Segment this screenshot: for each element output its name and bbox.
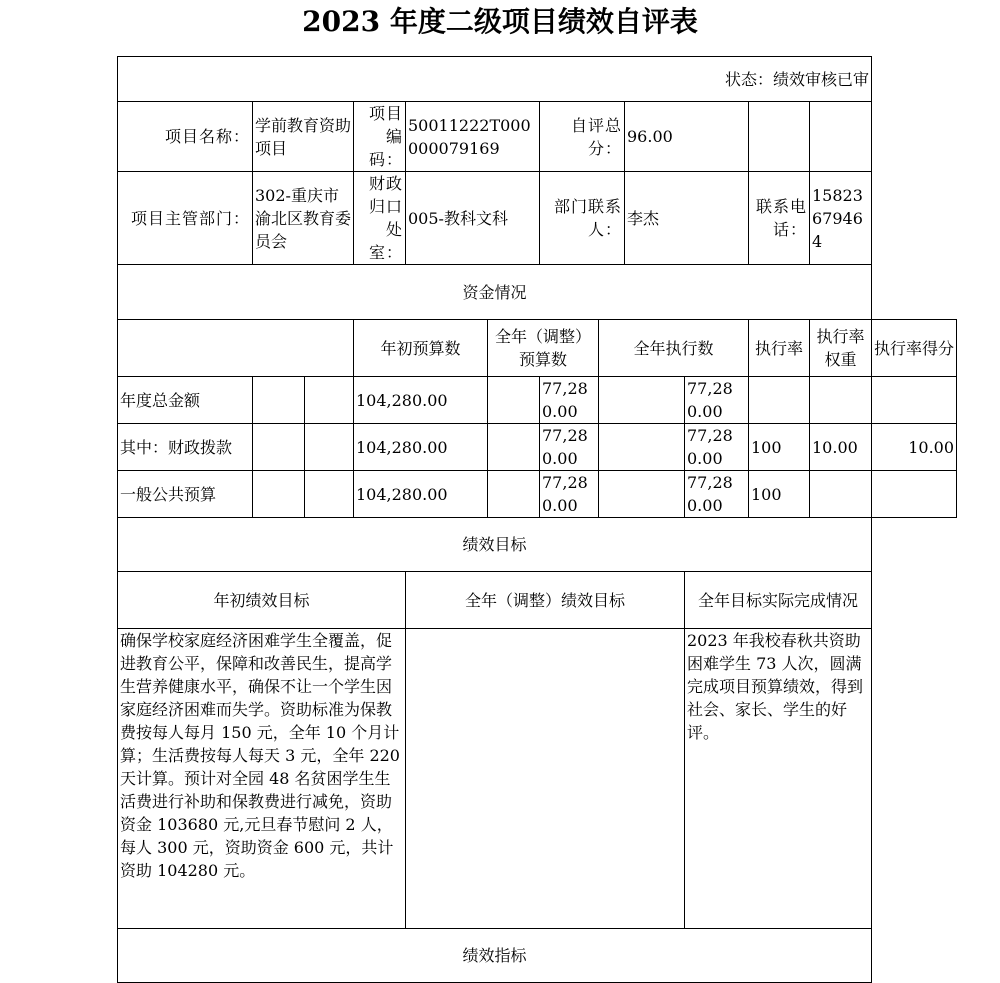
contact-label: 部门联系人： <box>540 172 625 265</box>
empty-cell <box>253 471 305 518</box>
header-executed: 全年执行数 <box>599 320 749 377</box>
header-rate-score: 执行率得分 <box>872 320 957 377</box>
initial-goal-text: 确保学校家庭经济困难学生全覆盖，促进教育公平，保障和改善民生，提高学生营养健康水平，确保不让一个学生因家庭经济困难而失学。资助标准为保教费按每人每月 150 元，全年 10 个月计算；生活费按每人每天 3 元，全年 220 天计算。预计对全园 48 名贫困学生生活费进行补助和保教费进行减免，资助资金 103680 元,元旦春节慰问 2 人，每人 300 元，资助资金 600 元，共计资助 104280 元。 <box>118 629 406 929</box>
indicators-section-title: 绩效指标 <box>118 929 872 983</box>
goals-section-title: 绩效目标 <box>118 518 872 572</box>
row-label: 其中：财政拨款 <box>118 424 253 471</box>
row-label: 一般公共预算 <box>118 471 253 518</box>
adjusted-budget-value: 77,280.00 <box>540 424 599 471</box>
empty-cell <box>749 102 810 172</box>
project-code-value: 50011222T000000079169 <box>406 102 540 172</box>
row-label: 年度总金额 <box>118 377 253 424</box>
empty-cell <box>305 424 354 471</box>
finance-office-value: 005-教科文科 <box>406 172 540 265</box>
empty-cell <box>810 102 872 172</box>
empty-cell <box>488 424 540 471</box>
executed-value: 77,280.00 <box>685 424 749 471</box>
header-initial-goal: 年初绩效目标 <box>118 572 406 629</box>
contact-value: 李杰 <box>625 172 749 265</box>
execution-rate-value: 100 <box>749 471 810 518</box>
empty-cell <box>488 471 540 518</box>
self-score-label: 自评总分： <box>540 102 625 172</box>
empty-cell <box>488 377 540 424</box>
execution-rate-value <box>749 377 810 424</box>
header-execution-rate: 执行率 <box>749 320 810 377</box>
evaluation-table <box>117 56 957 983</box>
rate-weight-value: 10.00 <box>810 424 872 471</box>
empty-cell <box>253 377 305 424</box>
project-code-label: 项目编码： <box>354 102 406 172</box>
rate-score-value: 10.00 <box>872 424 957 471</box>
rate-weight-value <box>810 377 872 424</box>
initial-budget-value: 104,280.00 <box>354 471 488 518</box>
header-adjusted-budget: 全年（调整）预算数 <box>488 320 599 377</box>
adjusted-goal-text <box>406 629 685 929</box>
header-rate-weight: 执行率权重 <box>810 320 872 377</box>
adjusted-budget-value: 77,280.00 <box>540 471 599 518</box>
funds-section-title: 资金情况 <box>118 265 872 320</box>
phone-label: 联系电话： <box>749 172 810 265</box>
empty-cell <box>253 424 305 471</box>
status-text: 状态：绩效审核已审 <box>118 57 872 102</box>
page-title: 2023 年度二级项目绩效自评表 <box>302 5 698 38</box>
executed-value: 77,280.00 <box>685 471 749 518</box>
header-actual-completion: 全年目标实际完成情况 <box>685 572 872 629</box>
empty-cell <box>118 320 354 377</box>
actual-completion-text: 2023 年我校春秋共资助困难学生 73 人次，圆满完成项目预算绩效，得到社会、家长、学生的好评。 <box>685 629 872 929</box>
phone-value: 15823679464 <box>810 172 872 265</box>
header-initial-budget: 年初预算数 <box>354 320 488 377</box>
project-name-value: 学前教育资助项目 <box>253 102 354 172</box>
rate-score-value <box>872 377 957 424</box>
empty-cell <box>599 424 685 471</box>
empty-cell <box>599 471 685 518</box>
rate-weight-value <box>810 471 872 518</box>
dept-label: 项目主管部门： <box>118 172 253 265</box>
initial-budget-value: 104,280.00 <box>354 377 488 424</box>
table-row <box>118 424 957 471</box>
table-row <box>118 377 957 424</box>
empty-cell <box>305 471 354 518</box>
adjusted-budget-value: 77,280.00 <box>540 377 599 424</box>
initial-budget-value: 104,280.00 <box>354 424 488 471</box>
empty-cell <box>305 377 354 424</box>
table-row <box>118 471 957 518</box>
executed-value: 77,280.00 <box>685 377 749 424</box>
finance-office-label: 财政归口处室： <box>354 172 406 265</box>
rate-score-value <box>872 471 957 518</box>
dept-value: 302-重庆市渝北区教育委员会 <box>253 172 354 265</box>
self-score-value: 96.00 <box>625 102 749 172</box>
project-name-label: 项目名称： <box>118 102 253 172</box>
header-adjusted-goal: 全年（调整）绩效目标 <box>406 572 685 629</box>
execution-rate-value: 100 <box>749 424 810 471</box>
empty-cell <box>599 377 685 424</box>
